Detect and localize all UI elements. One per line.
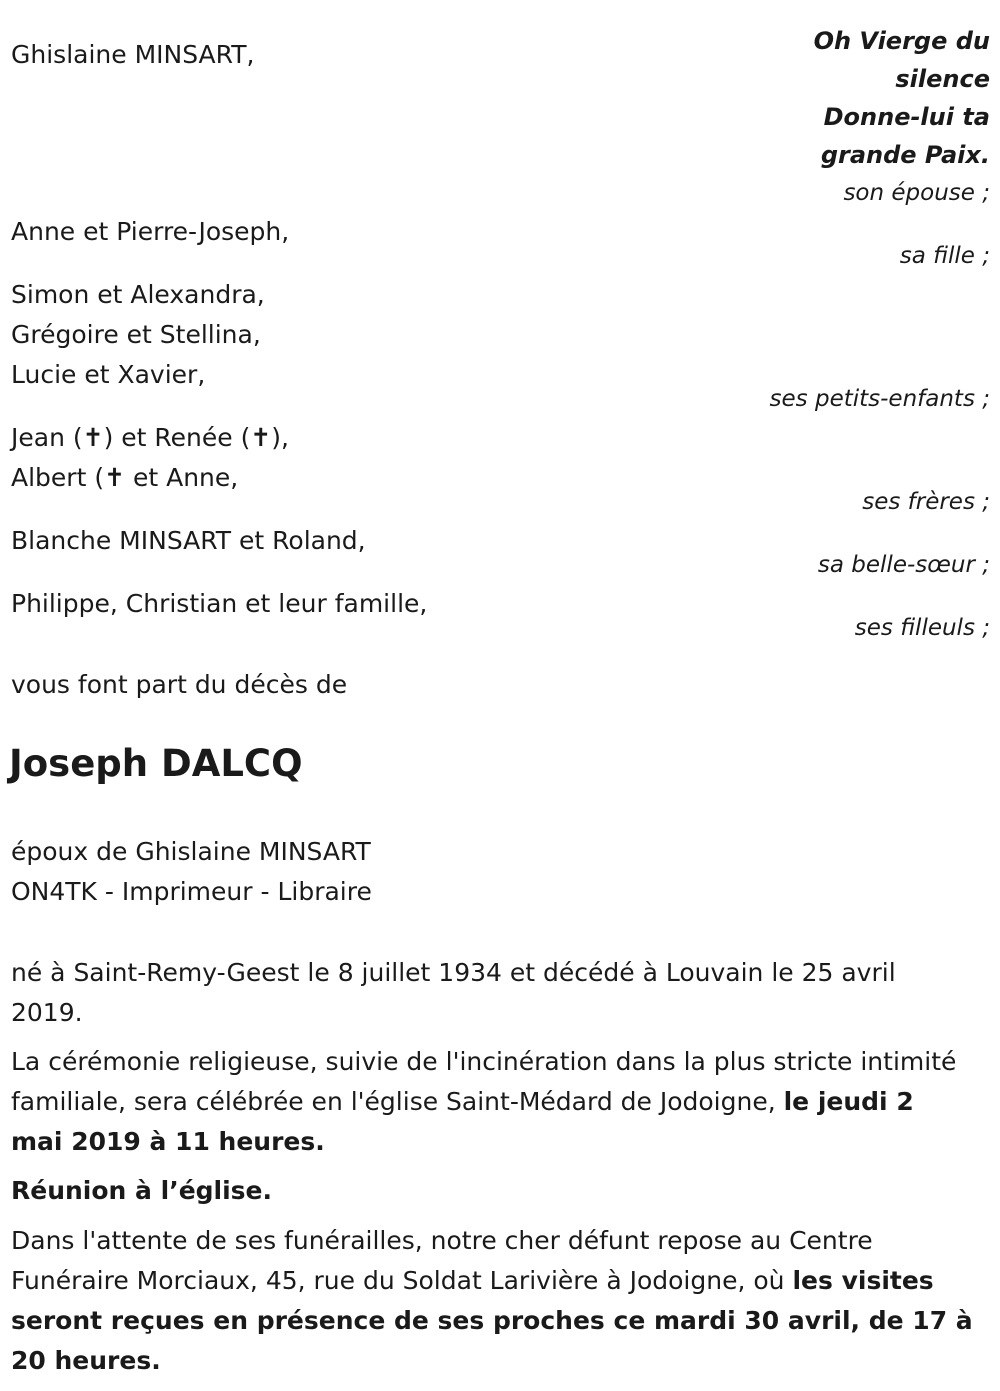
family-name: Ghislaine MINSART,	[11, 40, 255, 69]
family-name: Jean (✝) et Renée (✝),	[11, 423, 289, 452]
family-name: Blanche MINSART et Roland,	[11, 526, 366, 555]
reunion-note: Réunion à l’église.	[11, 1176, 273, 1205]
visits-paragraph	[11, 1221, 996, 1381]
birth-death-paragraph: né à Saint-Remy-Geest le 8 juillet 1934 et décédé à Louvain le 25 avril 2019.	[11, 958, 896, 1027]
occupation-line: ON4TK - Imprimeur - Libraire	[11, 877, 372, 906]
quote-line: grande Paix.	[820, 141, 990, 169]
ceremony-paragraph	[11, 1042, 971, 1162]
visits-details: les visites seront reçues en présence de ses proches ce mardi 30 avril, de 17 à 20 heures.	[11, 1266, 973, 1375]
family-name: Grégoire et Stellina,	[11, 320, 261, 349]
family-name: Anne et Pierre-Joseph,	[11, 217, 290, 246]
quote-block	[750, 22, 990, 174]
family-name: Lucie et Xavier,	[11, 360, 206, 389]
quote-line: silence	[895, 65, 990, 93]
announcement: vous font part du décès de	[11, 670, 348, 699]
quote-line: Oh Vierge du	[813, 27, 990, 55]
quote-line: Donne-lui ta	[823, 103, 990, 131]
family-relation: sa belle-sœur ;	[817, 552, 990, 578]
family-relation: ses frères ;	[862, 489, 990, 515]
deceased-name: Joseph DALCQ	[9, 742, 303, 785]
visits-text: Dans l'attente de ses funérailles, notre cher défunt repose au Centre Funéraire Morciaux, 45, rue du Soldat Larivière à Jodoigne, où	[11, 1226, 873, 1295]
ceremony-text: La cérémonie religieuse, suivie de l'incinération dans la plus stricte intimité familiale, sera célébrée en l'église Saint-Médard de Jodoigne,	[11, 1047, 957, 1116]
ceremony-date: le jeudi 2 mai 2019 à 11 heures.	[11, 1087, 914, 1156]
family-name: Simon et Alexandra,	[11, 280, 265, 309]
family-name: Albert (✝ et Anne,	[11, 463, 239, 492]
family-relation: ses filleuls ;	[854, 615, 990, 641]
family-name: Philippe, Christian et leur famille,	[11, 589, 428, 618]
family-relation: ses petits-enfants ;	[769, 386, 990, 412]
spouse-line: époux de Ghislaine MINSART	[11, 837, 371, 866]
family-relation: son épouse ;	[843, 180, 990, 206]
family-relation: sa fille ;	[899, 243, 990, 269]
